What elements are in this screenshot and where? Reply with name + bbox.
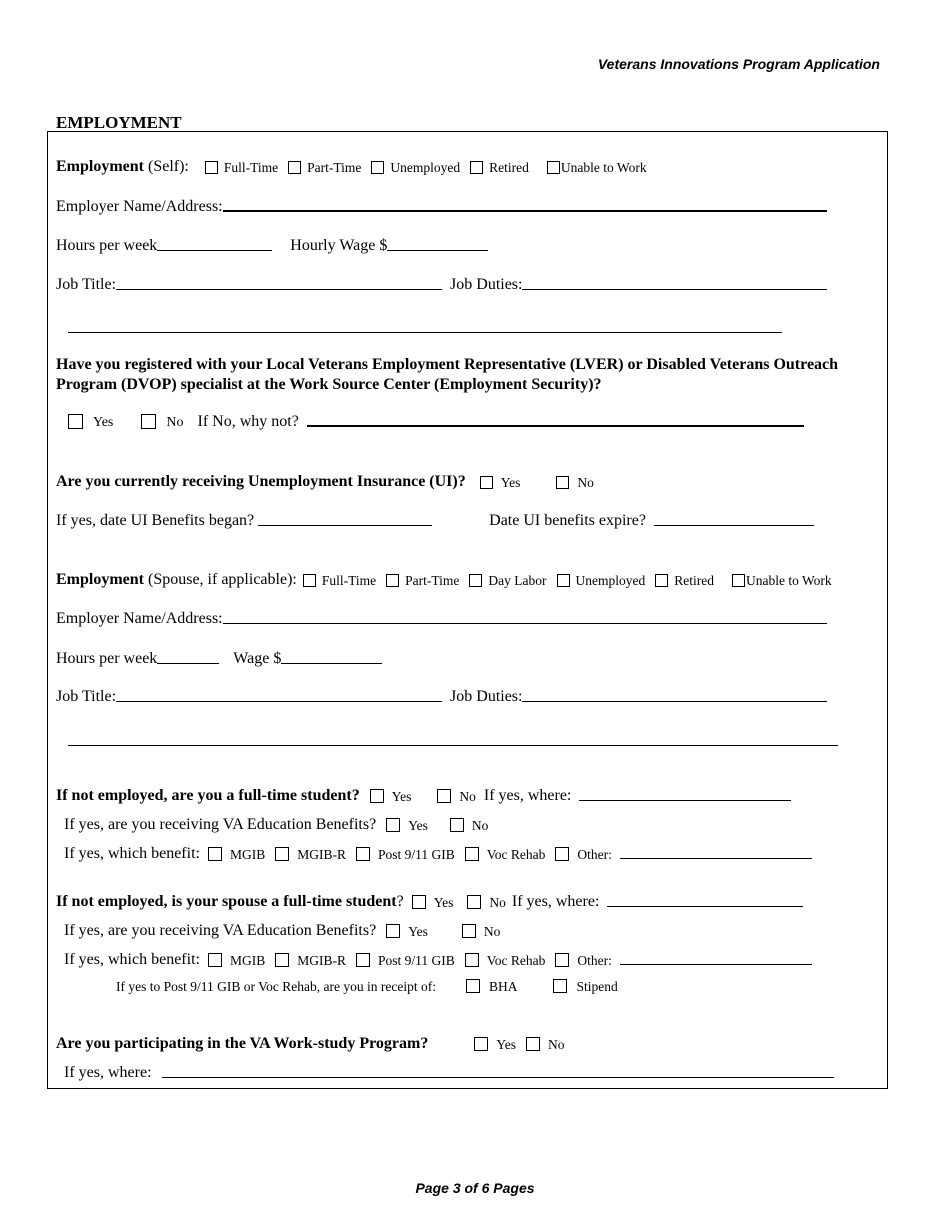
spouse-full-time-checkbox[interactable] [303, 574, 316, 587]
spouse-part-time-checkbox[interactable] [386, 574, 399, 587]
spouse-unable-to-work-checkbox[interactable] [732, 574, 745, 587]
spouse-mgib-checkbox[interactable] [208, 953, 222, 967]
spouse-day-labor-checkbox[interactable] [469, 574, 482, 587]
spouse-mgib-label: MGIB [229, 953, 266, 968]
benefit-question: If yes, which benefit: [64, 845, 200, 862]
spouse-hours-per-week-field[interactable] [157, 662, 219, 664]
lver-no-checkbox[interactable] [141, 414, 156, 429]
section-title: EMPLOYMENT [56, 113, 182, 132]
lver-yes-checkbox[interactable] [68, 414, 83, 429]
student-yes-label: Yes [391, 789, 412, 804]
unemployed-label: Unemployed [390, 160, 461, 175]
spouse-edu-question: If yes, are you receiving VA Education Benefits? [64, 922, 377, 939]
bha-label: BHA [488, 979, 518, 994]
spouse-mgib-r-label: MGIB-R [297, 953, 346, 968]
student-where-label: If yes, where: [483, 787, 572, 804]
employer-name-label: Employer Name/Address: [56, 198, 223, 215]
spouse-student-yes-checkbox[interactable] [412, 895, 426, 909]
workstudy-no-checkbox[interactable] [526, 1037, 540, 1051]
mgib-label: MGIB [229, 847, 266, 862]
unable-to-work-checkbox[interactable] [547, 161, 560, 174]
spouse-job-duties-label: Job Duties: [450, 688, 523, 705]
spouse-student-no-checkbox[interactable] [467, 895, 481, 909]
bha-checkbox[interactable] [466, 979, 480, 993]
ui-question: Are you currently receiving Unemployment Insurance (UI)? [56, 473, 466, 490]
ui-yes-checkbox[interactable] [480, 476, 493, 489]
spouse-retired-label: Retired [674, 573, 714, 588]
spouse-job-title-label: Job Title: [56, 688, 117, 705]
spouse-edu-no-checkbox[interactable] [462, 924, 476, 938]
employment-self-row [56, 158, 657, 176]
lver-question: Have you registered with your Local Veterans Employment Representative (LVER) or Disabled Veterans Outreach Program (DVOP) specialist at the Work Source Center (Employment Security)? [56, 356, 839, 393]
student-edu-question: If yes, are you receiving VA Education Benefits? [64, 816, 377, 833]
retired-checkbox[interactable] [470, 161, 483, 174]
student-self-question: If not employed, are you a full-time student? [56, 787, 360, 804]
spouse-post-911-gib-checkbox[interactable] [356, 953, 370, 967]
job-title-label: Job Title: [56, 276, 117, 293]
hourly-wage-field[interactable] [387, 249, 488, 251]
spouse-mgib-r-checkbox[interactable] [275, 953, 289, 967]
spouse-job-duties-continuation-line[interactable] [68, 745, 838, 746]
workstudy-yes-label: Yes [496, 1037, 516, 1052]
spouse-edu-yes-checkbox[interactable] [386, 924, 400, 938]
ui-yes-label: Yes [500, 475, 521, 490]
mgib-r-checkbox[interactable] [275, 847, 289, 861]
student-spouse-qmark: ? [396, 893, 404, 910]
retired-label: Retired [489, 160, 529, 175]
spouse-retired-checkbox[interactable] [655, 574, 668, 587]
spouse-student-where-label: If yes, where: [511, 893, 600, 910]
edu-no-label: No [471, 818, 489, 833]
employer-name-field[interactable] [223, 209, 827, 212]
spouse-other-benefit-label: Other: [577, 953, 612, 968]
job-title-field[interactable] [116, 288, 442, 290]
ui-no-label: No [577, 475, 594, 490]
spouse-student-where-field[interactable] [607, 905, 803, 907]
mgib-checkbox[interactable] [208, 847, 222, 861]
document-header: Veterans Innovations Program Application [597, 56, 880, 72]
edu-yes-checkbox[interactable] [386, 818, 400, 832]
hours-per-week-label: Hours per week [56, 237, 158, 254]
student-spouse-question: If not employed, is your spouse a full-time student [56, 893, 397, 910]
spouse-other-benefit-field[interactable] [620, 963, 812, 965]
job-duties-continuation-line[interactable] [68, 332, 782, 333]
spouse-part-time-label: Part-Time [405, 573, 460, 588]
spouse-voc-rehab-label: Voc Rehab [486, 953, 546, 968]
spouse-job-duties-field[interactable] [522, 700, 827, 702]
spouse-day-labor-label: Day Labor [488, 573, 547, 588]
other-benefit-checkbox[interactable] [555, 847, 569, 861]
spouse-employer-name-field[interactable] [223, 622, 827, 624]
other-benefit-label: Other: [577, 847, 612, 862]
employment-self-label: Employment [56, 158, 144, 175]
spouse-post-911-gib-label: Post 9/11 GIB [377, 953, 455, 968]
workstudy-yes-checkbox[interactable] [474, 1037, 488, 1051]
spouse-full-time-label: Full-Time [321, 573, 377, 588]
spouse-unemployed-label: Unemployed [575, 573, 646, 588]
voc-rehab-label: Voc Rehab [486, 847, 546, 862]
student-yes-checkbox[interactable] [370, 789, 384, 803]
student-no-checkbox[interactable] [437, 789, 451, 803]
spouse-student-yes-label: Yes [433, 895, 454, 910]
ui-expire-label: Date UI benefits expire? [489, 512, 646, 529]
student-where-field[interactable] [579, 799, 791, 801]
spouse-wage-field[interactable] [281, 662, 382, 664]
unable-to-work-label: Unable to Work [560, 160, 647, 175]
ui-began-field[interactable] [258, 524, 432, 526]
spouse-edu-no-label: No [483, 924, 501, 939]
lver-why-not-label: If No, why not? [197, 413, 299, 430]
student-no-label: No [459, 789, 476, 804]
workstudy-no-label: No [547, 1037, 565, 1052]
employment-spouse-qualifier: (Spouse, if applicable): [148, 571, 297, 588]
other-benefit-field[interactable] [620, 857, 812, 859]
lver-why-not-field[interactable] [307, 424, 804, 427]
job-duties-label: Job Duties: [450, 276, 523, 293]
stipend-label: Stipend [576, 979, 618, 994]
spouse-unemployed-checkbox[interactable] [557, 574, 570, 587]
spouse-job-title-field[interactable] [116, 700, 442, 702]
edu-yes-label: Yes [408, 818, 428, 833]
stipend-checkbox[interactable] [553, 979, 567, 993]
spouse-other-benefit-checkbox[interactable] [555, 953, 569, 967]
lver-yes-label: Yes [93, 414, 114, 430]
spouse-hours-per-week-label: Hours per week [56, 650, 158, 667]
page-number: Page 3 of 6 Pages [415, 1180, 535, 1196]
mgib-r-label: MGIB-R [297, 847, 346, 862]
post-911-gib-label: Post 9/11 GIB [377, 847, 455, 862]
part-time-checkbox[interactable] [288, 161, 301, 174]
post-911-gib-checkbox[interactable] [356, 847, 370, 861]
spouse-benefit-question: If yes, which benefit: [64, 951, 200, 968]
ui-expire-field[interactable] [654, 524, 814, 526]
spouse-unable-to-work-label: Unable to Work [746, 573, 832, 588]
spouse-wage-label: Wage $ [233, 650, 282, 667]
employment-spouse-label: Employment [56, 571, 144, 588]
unemployed-checkbox[interactable] [371, 161, 384, 174]
workstudy-where-label: If yes, where: [64, 1064, 152, 1081]
workstudy-question: Are you participating in the VA Work-study Program? [56, 1035, 429, 1052]
receipt-question: If yes to Post 9/11 GIB or Voc Rehab, are you in receipt of: [116, 979, 436, 994]
voc-rehab-checkbox[interactable] [465, 847, 479, 861]
workstudy-where-field[interactable] [162, 1076, 834, 1078]
edu-no-checkbox[interactable] [450, 818, 464, 832]
part-time-label: Part-Time [307, 160, 362, 175]
hours-per-week-field[interactable] [157, 249, 272, 251]
spouse-voc-rehab-checkbox[interactable] [465, 953, 479, 967]
employment-self-qualifier: (Self): [148, 158, 189, 175]
ui-no-checkbox[interactable] [556, 476, 569, 489]
spouse-edu-yes-label: Yes [408, 924, 428, 939]
hourly-wage-label: Hourly Wage $ [290, 237, 388, 254]
spouse-student-no-label: No [489, 895, 506, 910]
lver-no-label: No [166, 414, 184, 430]
full-time-checkbox[interactable] [205, 161, 218, 174]
full-time-label: Full-Time [223, 160, 279, 175]
spouse-employer-name-label: Employer Name/Address: [56, 610, 223, 627]
job-duties-field[interactable] [522, 288, 827, 290]
ui-began-label: If yes, date UI Benefits began? [56, 512, 255, 529]
